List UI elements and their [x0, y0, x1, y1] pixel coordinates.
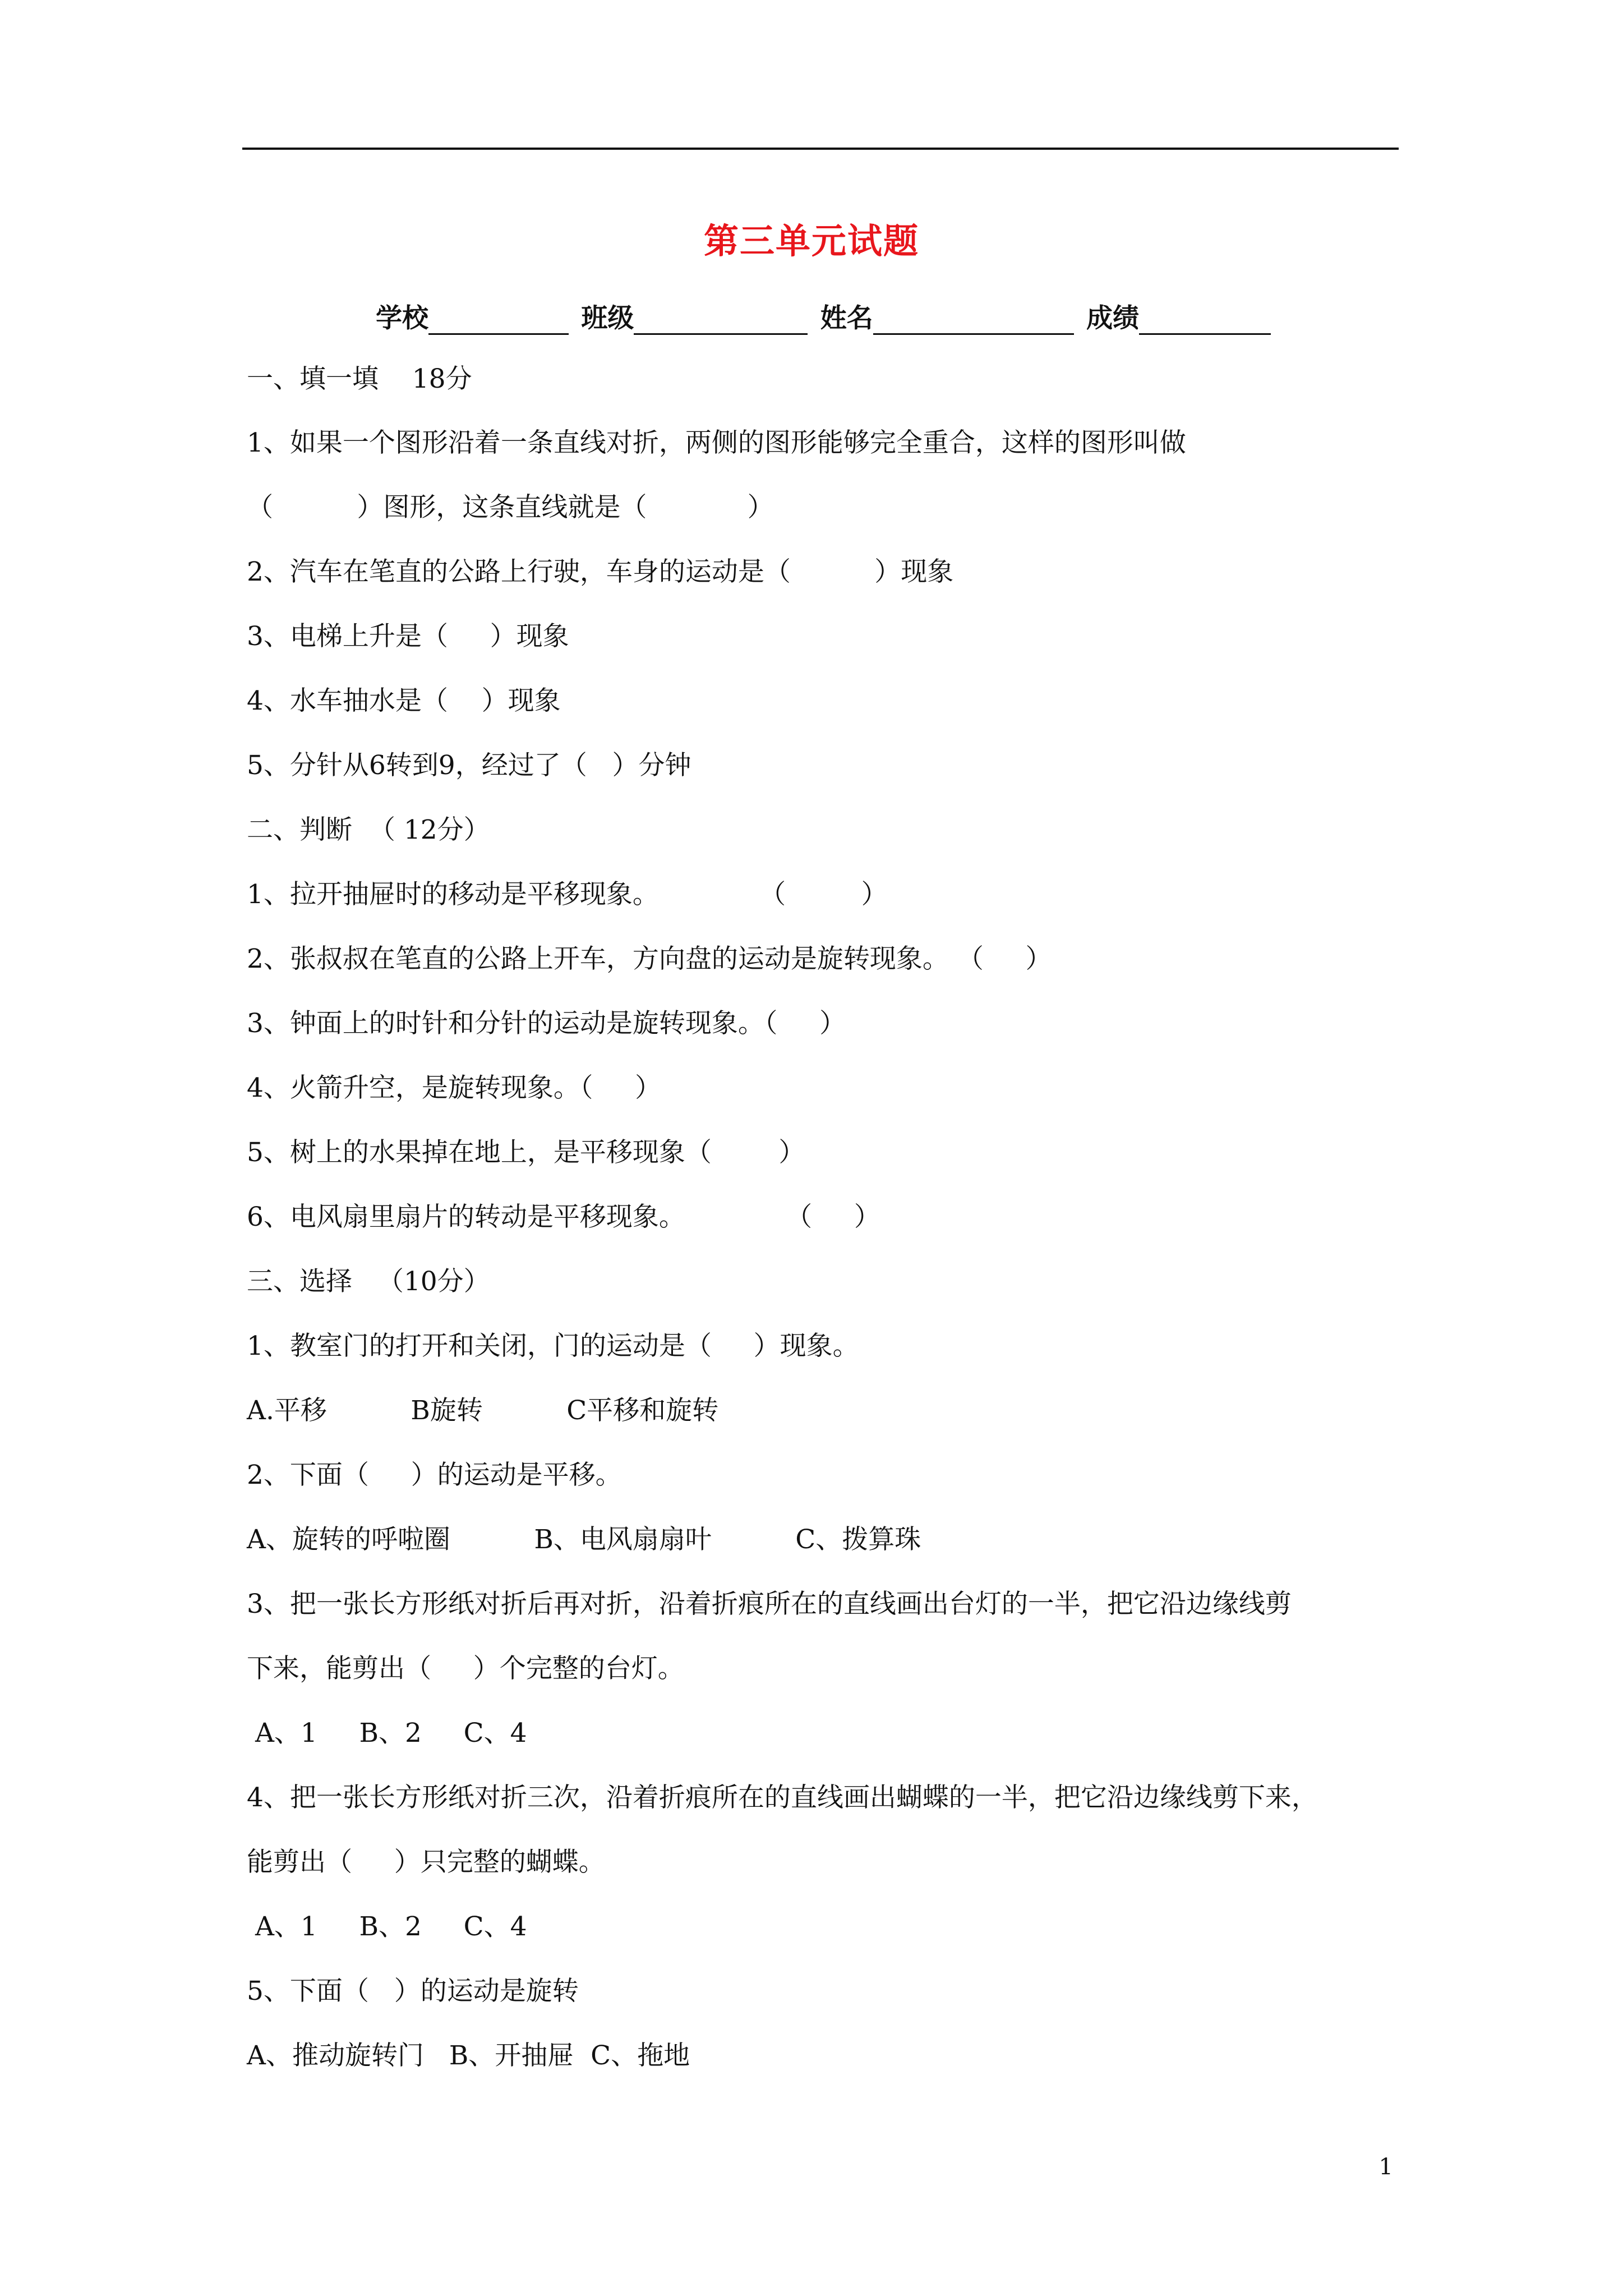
- school-blank[interactable]: [428, 304, 569, 335]
- question-line: 2、汽车在笔直的公路上行驶，车身的运动是（ ）现象: [247, 556, 954, 587]
- page-number: 1: [1378, 2154, 1393, 2180]
- question-line: 3、电梯上升是（ ）现象: [247, 621, 569, 652]
- question-line: 2、张叔叔在笔直的公路上开车，方向盘的运动是旋转现象。 （ ）: [247, 944, 1052, 974]
- answer-options: A.平移 B旋转 C平移和旋转: [247, 1395, 719, 1426]
- page-title: 第三单元试题: [703, 220, 919, 261]
- question-line: 5、树上的水果掉在地上，是平移现象（ ）: [247, 1137, 805, 1168]
- score-blank[interactable]: [1139, 304, 1271, 335]
- question-line: 4、水车抽水是（ ）现象: [247, 685, 561, 716]
- question-line: 能剪出（ ）只完整的蝴蝶。: [247, 1847, 605, 1878]
- question-line: 6、电风扇里扇片的转动是平移现象。 （ ）: [247, 1202, 880, 1232]
- question-line: 5、下面（ ）的运动是旋转: [247, 1976, 579, 2007]
- answer-options: A、1 B、2 C、4: [247, 1718, 527, 1749]
- class-label: 班级: [581, 303, 634, 334]
- section-heading: 一、填一填 18分: [247, 364, 472, 394]
- question-line: （ ）图形，这条直线就是（ ）: [247, 492, 774, 523]
- class-blank[interactable]: [634, 304, 808, 335]
- question-line: 4、火箭升空，是旋转现象。（ ）: [247, 1073, 662, 1103]
- answer-options: A、1 B、2 C、4: [247, 1911, 527, 1942]
- question-line: 3、钟面上的时针和分针的运动是旋转现象。（ ）: [247, 1008, 846, 1039]
- answer-options: A、推动旋转门 B、开抽屉 C、拖地: [247, 2040, 690, 2071]
- question-line: 1、拉开抽屉时的移动是平移现象。 （ ）: [247, 879, 888, 910]
- answer-options: A、旋转的呼啦圈 B、电风扇扇叶 C、拨算珠: [247, 1524, 921, 1555]
- question-line: 下来，能剪出（ ）个完整的台灯。: [247, 1653, 684, 1684]
- section-heading: 三、选择 （10分）: [247, 1266, 490, 1297]
- name-blank[interactable]: [873, 304, 1074, 335]
- score-label: 成绩: [1086, 303, 1140, 334]
- question-line: 3、把一张长方形纸对折后再对折，沿着折痕所在的直线画出台灯的一半，把它沿边缘线剪: [247, 1589, 1292, 1619]
- question-line: 5、分针从6转到9，经过了（ ）分钟: [247, 750, 691, 781]
- question-line: 2、下面（ ）的运动是平移。: [247, 1460, 622, 1490]
- section-heading: 二、判断 （ 12分）: [247, 815, 490, 845]
- header-rule: [242, 148, 1399, 150]
- question-line: 4、把一张长方形纸对折三次，沿着折痕所在的直线画出蝴蝶的一半，把它沿边缘线剪下来，: [247, 1782, 1318, 1813]
- question-line: 1、教室门的打开和关闭，门的运动是（ ）现象。: [247, 1331, 859, 1361]
- student-info-line: [376, 297, 1274, 335]
- school-label: 学校: [376, 303, 428, 334]
- name-label: 姓名: [820, 303, 873, 334]
- question-line: 1、如果一个图形沿着一条直线对折，两侧的图形能够完全重合，这样的图形叫做: [247, 427, 1186, 458]
